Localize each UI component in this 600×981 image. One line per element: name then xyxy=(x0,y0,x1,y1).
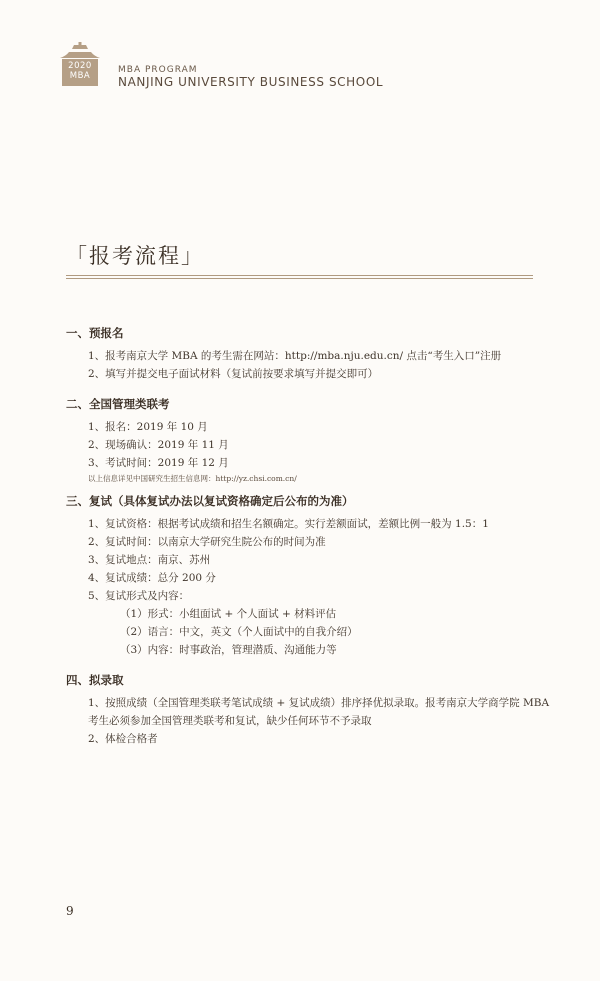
header xyxy=(58,41,384,89)
section-heading: 二、全国管理类联考 xyxy=(66,397,170,411)
list-item: 1、报考南京大学 MBA 的考生需在网站：http://mba.nju.edu.cn/ 点击“考生入口”注册 xyxy=(88,350,502,362)
list-item: 2、复试时间：以南京大学研究生院公布的时间为准 xyxy=(88,536,326,548)
logo-badge: MBA xyxy=(69,71,91,81)
list-item: 1、按照成绩（全国管理类联考笔试成绩 + 复试成绩）排序择优拟录取。报考南京大学商学院 MBA xyxy=(88,697,550,709)
list-item: 5、复试形式及内容： xyxy=(88,590,190,602)
section-heading: 三、复试（具体复试办法以复试资格确定后公布的为准） xyxy=(66,494,354,508)
logo-year: 2020 xyxy=(68,61,92,71)
list-item: 2、填写并提交电子面试材料（复试前按要求填写并提交即可） xyxy=(88,368,379,380)
page-number: 9 xyxy=(66,904,74,918)
program-label: MBA PROGRAM xyxy=(118,65,198,75)
list-item: 2、体检合格者 xyxy=(88,733,158,745)
school-name: NANJING UNIVERSITY BUSINESS SCHOOL xyxy=(118,75,384,89)
title-divider xyxy=(66,275,533,276)
info-note: 以上信息详见中国研究生招生信息网：http://yz.chsi.com.cn/ xyxy=(88,474,297,483)
title-divider xyxy=(66,278,533,279)
section-heading: 一、预报名 xyxy=(66,326,124,340)
page-title: 「报考流程」 xyxy=(66,244,204,268)
sub-list-item: （2）语言：中文，英文（个人面试中的自我介绍） xyxy=(120,626,358,638)
list-item: 4、复试成绩：总分 200 分 xyxy=(88,572,216,584)
list-item: 3、复试地点：南京、苏州 xyxy=(88,554,211,566)
list-item: 1、复试资格：根据考试成绩和招生名额确定。实行差额面试，差额比例一般为 1.5：1 xyxy=(88,518,489,530)
section-heading: 四、拟录取 xyxy=(66,673,124,687)
list-item: 2、现场确认：2019 年 11 月 xyxy=(88,439,229,451)
list-item: 3、考试时间：2019 年 12 月 xyxy=(88,457,229,469)
school-logo xyxy=(58,41,106,89)
list-item-continuation: 考生必须参加全国管理类联考和复试，缺少任何环节不予录取 xyxy=(88,715,372,727)
sub-list-item: （1）形式：小组面试 + 个人面试 + 材料评估 xyxy=(120,608,337,620)
sub-list-item: （3）内容：时事政治，管理潜质、沟通能力等 xyxy=(120,644,337,656)
process-content xyxy=(66,305,550,748)
list-item: 1、报名：2019 年 10 月 xyxy=(88,421,208,433)
